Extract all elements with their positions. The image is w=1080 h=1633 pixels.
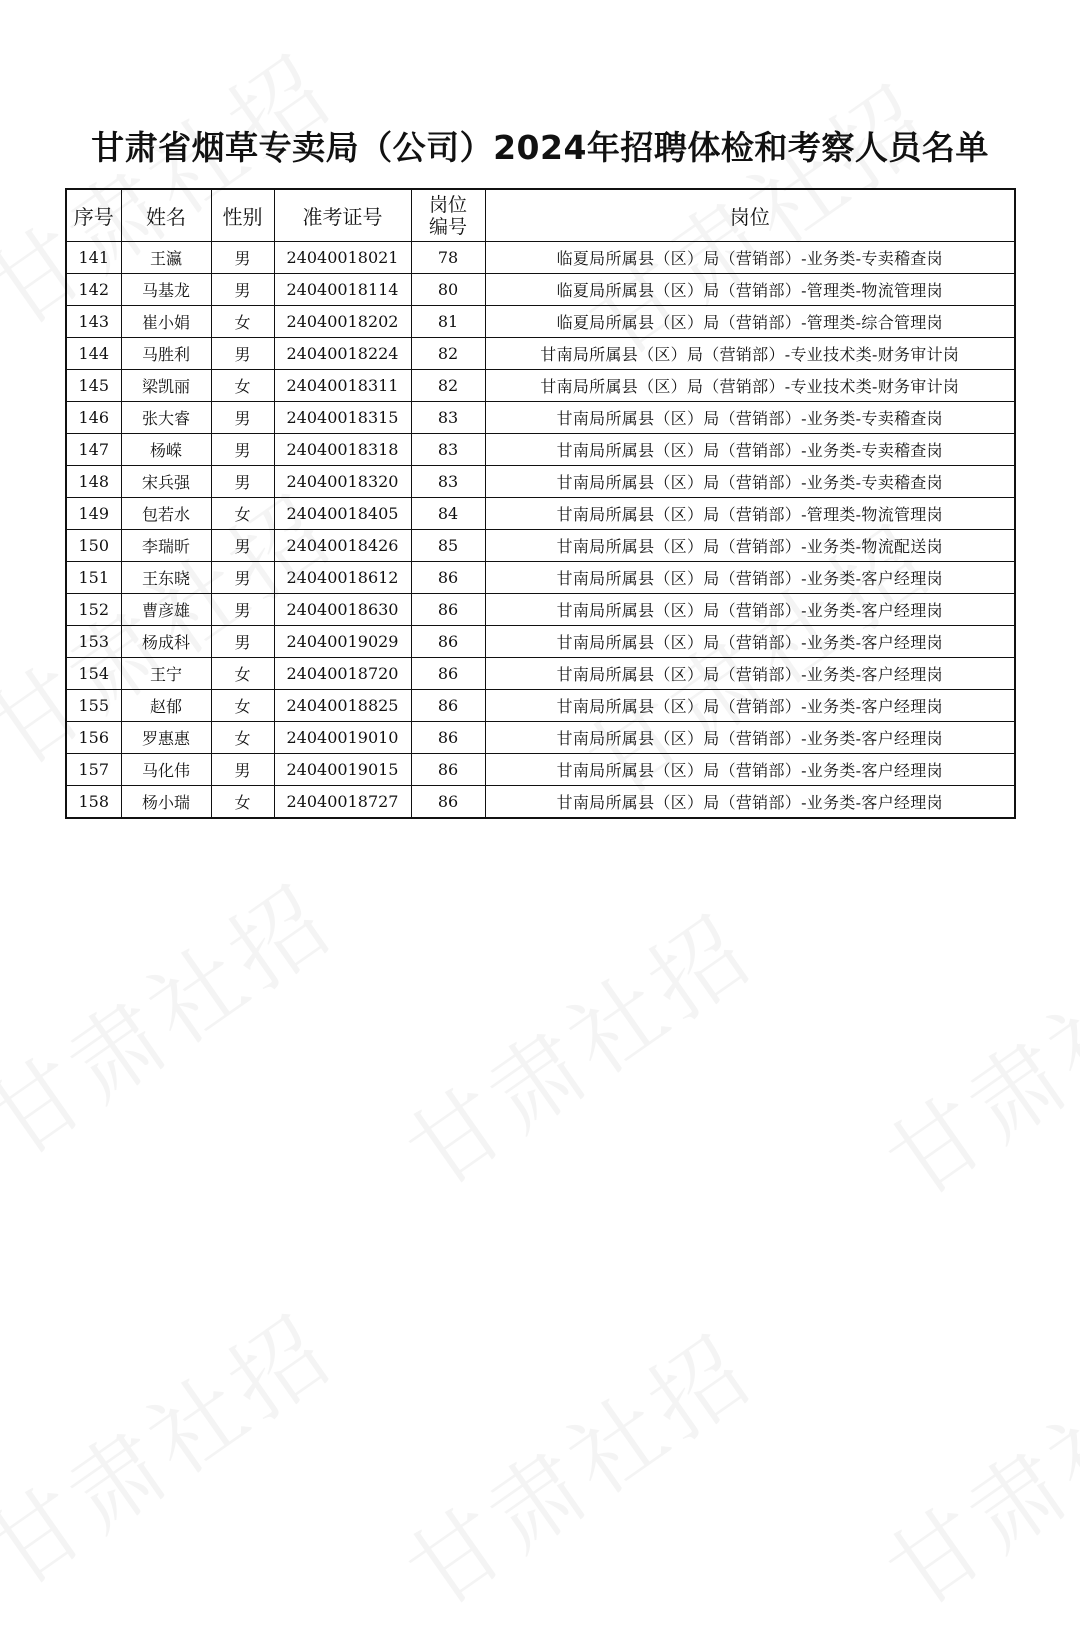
watermark [858,890,1080,1223]
cell-seq: 147 [66,434,121,466]
header-post-code [411,189,485,242]
cell-exam-id: 24040018311 [274,370,411,402]
cell-exam-id: 24040019029 [274,626,411,658]
table-row [66,626,1015,658]
cell-post: 临夏局所属县（区）局（营销部）-业务类-专卖稽查岗 [485,242,1015,274]
cell-seq: 156 [66,722,121,754]
cell-exam-id: 24040018318 [274,434,411,466]
cell-exam-id: 24040019015 [274,754,411,786]
document-title: 甘肃省烟草专卖局（公司）2024年招聘体检和考察人员名单 [91,128,989,167]
cell-name: 马胜利 [121,338,211,370]
cell-post: 甘南局所属县（区）局（营销部）-专业技术类-财务审计岗 [485,370,1015,402]
table-header-row [66,189,1015,242]
cell-seq: 157 [66,754,121,786]
cell-seq: 141 [66,242,121,274]
cell-post-code: 86 [411,626,485,658]
cell-seq: 154 [66,658,121,690]
cell-exam-id: 24040018720 [274,658,411,690]
table-row [66,434,1015,466]
table-row [66,594,1015,626]
cell-post-code: 83 [411,402,485,434]
table-row [66,690,1015,722]
cell-gender: 男 [211,242,274,274]
cell-post-code: 78 [411,242,485,274]
cell-post: 临夏局所属县（区）局（营销部）-管理类-综合管理岗 [485,306,1015,338]
cell-post: 甘南局所属县（区）局（营销部）-业务类-客户经理岗 [485,626,1015,658]
header-name: 姓名 [121,189,211,242]
cell-gender: 男 [211,402,274,434]
table-row [66,498,1015,530]
cell-post-code: 81 [411,306,485,338]
cell-seq: 155 [66,690,121,722]
table-row [66,786,1015,819]
cell-gender: 男 [211,626,274,658]
header-gender: 性别 [211,189,274,242]
cell-name: 赵郁 [121,690,211,722]
table-row [66,338,1015,370]
cell-post: 甘南局所属县（区）局（营销部）-业务类-客户经理岗 [485,562,1015,594]
watermark [0,1280,354,1613]
cell-post: 甘南局所属县（区）局（营销部）-业务类-客户经理岗 [485,658,1015,690]
cell-gender: 女 [211,306,274,338]
cell-gender: 女 [211,690,274,722]
cell-exam-id: 24040018320 [274,466,411,498]
cell-post-code: 86 [411,722,485,754]
cell-post-code: 86 [411,786,485,819]
cell-seq: 152 [66,594,121,626]
cell-name: 杨嵘 [121,434,211,466]
cell-exam-id: 24040018315 [274,402,411,434]
cell-exam-id: 24040018630 [274,594,411,626]
cell-name: 杨成科 [121,626,211,658]
cell-gender: 男 [211,338,274,370]
cell-post: 甘南局所属县（区）局（营销部）-业务类-客户经理岗 [485,594,1015,626]
cell-gender: 女 [211,498,274,530]
table-row [66,370,1015,402]
table-row [66,530,1015,562]
cell-name: 王东晓 [121,562,211,594]
cell-gender: 男 [211,466,274,498]
cell-name: 曹彦雄 [121,594,211,626]
cell-seq: 142 [66,274,121,306]
cell-post-code: 80 [411,274,485,306]
cell-seq: 151 [66,562,121,594]
cell-post: 甘南局所属县（区）局（营销部）-管理类-物流管理岗 [485,498,1015,530]
cell-gender: 男 [211,754,274,786]
cell-gender: 男 [211,562,274,594]
table-row [66,402,1015,434]
cell-post-code: 82 [411,370,485,402]
watermark [378,1300,775,1633]
cell-post-code: 86 [411,658,485,690]
table-row [66,754,1015,786]
cell-post-code: 86 [411,754,485,786]
cell-post-code: 86 [411,594,485,626]
cell-post-code: 83 [411,466,485,498]
cell-post-code: 84 [411,498,485,530]
watermark [378,880,775,1213]
cell-exam-id: 24040018202 [274,306,411,338]
cell-name: 崔小娟 [121,306,211,338]
cell-name: 马基龙 [121,274,211,306]
cell-gender: 男 [211,434,274,466]
cell-exam-id: 24040018727 [274,786,411,819]
cell-gender: 女 [211,370,274,402]
cell-name: 王宁 [121,658,211,690]
cell-exam-id: 24040018825 [274,690,411,722]
cell-gender: 男 [211,594,274,626]
cell-gender: 男 [211,274,274,306]
header-post: 岗位 [485,189,1015,242]
cell-name: 李瑞昕 [121,530,211,562]
table-row [66,274,1015,306]
header-post-code-text: 岗位 编号 [428,193,467,238]
cell-post: 临夏局所属县（区）局（营销部）-管理类-物流管理岗 [485,274,1015,306]
watermark [858,1300,1080,1633]
cell-seq: 153 [66,626,121,658]
cell-post-code: 86 [411,562,485,594]
watermark [0,850,354,1183]
cell-name: 杨小瑞 [121,786,211,819]
header-seq: 序号 [66,189,121,242]
table-body [66,242,1015,819]
header-exam-id: 准考证号 [274,189,411,242]
cell-gender: 男 [211,530,274,562]
cell-post: 甘南局所属县（区）局（营销部）-业务类-客户经理岗 [485,722,1015,754]
table-row [66,658,1015,690]
cell-gender: 女 [211,722,274,754]
cell-name: 包若水 [121,498,211,530]
cell-exam-id: 24040018021 [274,242,411,274]
cell-name: 马化伟 [121,754,211,786]
cell-gender: 女 [211,658,274,690]
cell-seq: 144 [66,338,121,370]
cell-post: 甘南局所属县（区）局（营销部）-业务类-客户经理岗 [485,786,1015,819]
table-row [66,306,1015,338]
cell-name: 张大睿 [121,402,211,434]
cell-post: 甘南局所属县（区）局（营销部）-业务类-专卖稽查岗 [485,402,1015,434]
cell-post-code: 83 [411,434,485,466]
cell-exam-id: 24040018612 [274,562,411,594]
cell-post-code: 82 [411,338,485,370]
cell-exam-id: 24040019010 [274,722,411,754]
cell-seq: 146 [66,402,121,434]
cell-post: 甘南局所属县（区）局（营销部）-业务类-专卖稽查岗 [485,466,1015,498]
cell-post-code: 85 [411,530,485,562]
table-row [66,466,1015,498]
cell-name: 王瀛 [121,242,211,274]
cell-post: 甘南局所属县（区）局（营销部）-专业技术类-财务审计岗 [485,338,1015,370]
cell-seq: 150 [66,530,121,562]
cell-seq: 158 [66,786,121,819]
roster-table [65,188,1016,819]
cell-post-code: 86 [411,690,485,722]
cell-seq: 149 [66,498,121,530]
cell-exam-id: 24040018114 [274,274,411,306]
cell-name: 宋兵强 [121,466,211,498]
cell-gender: 女 [211,786,274,819]
cell-post: 甘南局所属县（区）局（营销部）-业务类-客户经理岗 [485,754,1015,786]
cell-post: 甘南局所属县（区）局（营销部）-业务类-物流配送岗 [485,530,1015,562]
table-row [66,562,1015,594]
cell-name: 梁凯丽 [121,370,211,402]
cell-seq: 143 [66,306,121,338]
cell-exam-id: 24040018405 [274,498,411,530]
cell-name: 罗惠惠 [121,722,211,754]
cell-seq: 145 [66,370,121,402]
cell-seq: 148 [66,466,121,498]
cell-exam-id: 24040018426 [274,530,411,562]
cell-post: 甘南局所属县（区）局（营销部）-业务类-客户经理岗 [485,690,1015,722]
cell-post: 甘南局所属县（区）局（营销部）-业务类-专卖稽查岗 [485,434,1015,466]
cell-exam-id: 24040018224 [274,338,411,370]
table-row [66,242,1015,274]
table-row [66,722,1015,754]
